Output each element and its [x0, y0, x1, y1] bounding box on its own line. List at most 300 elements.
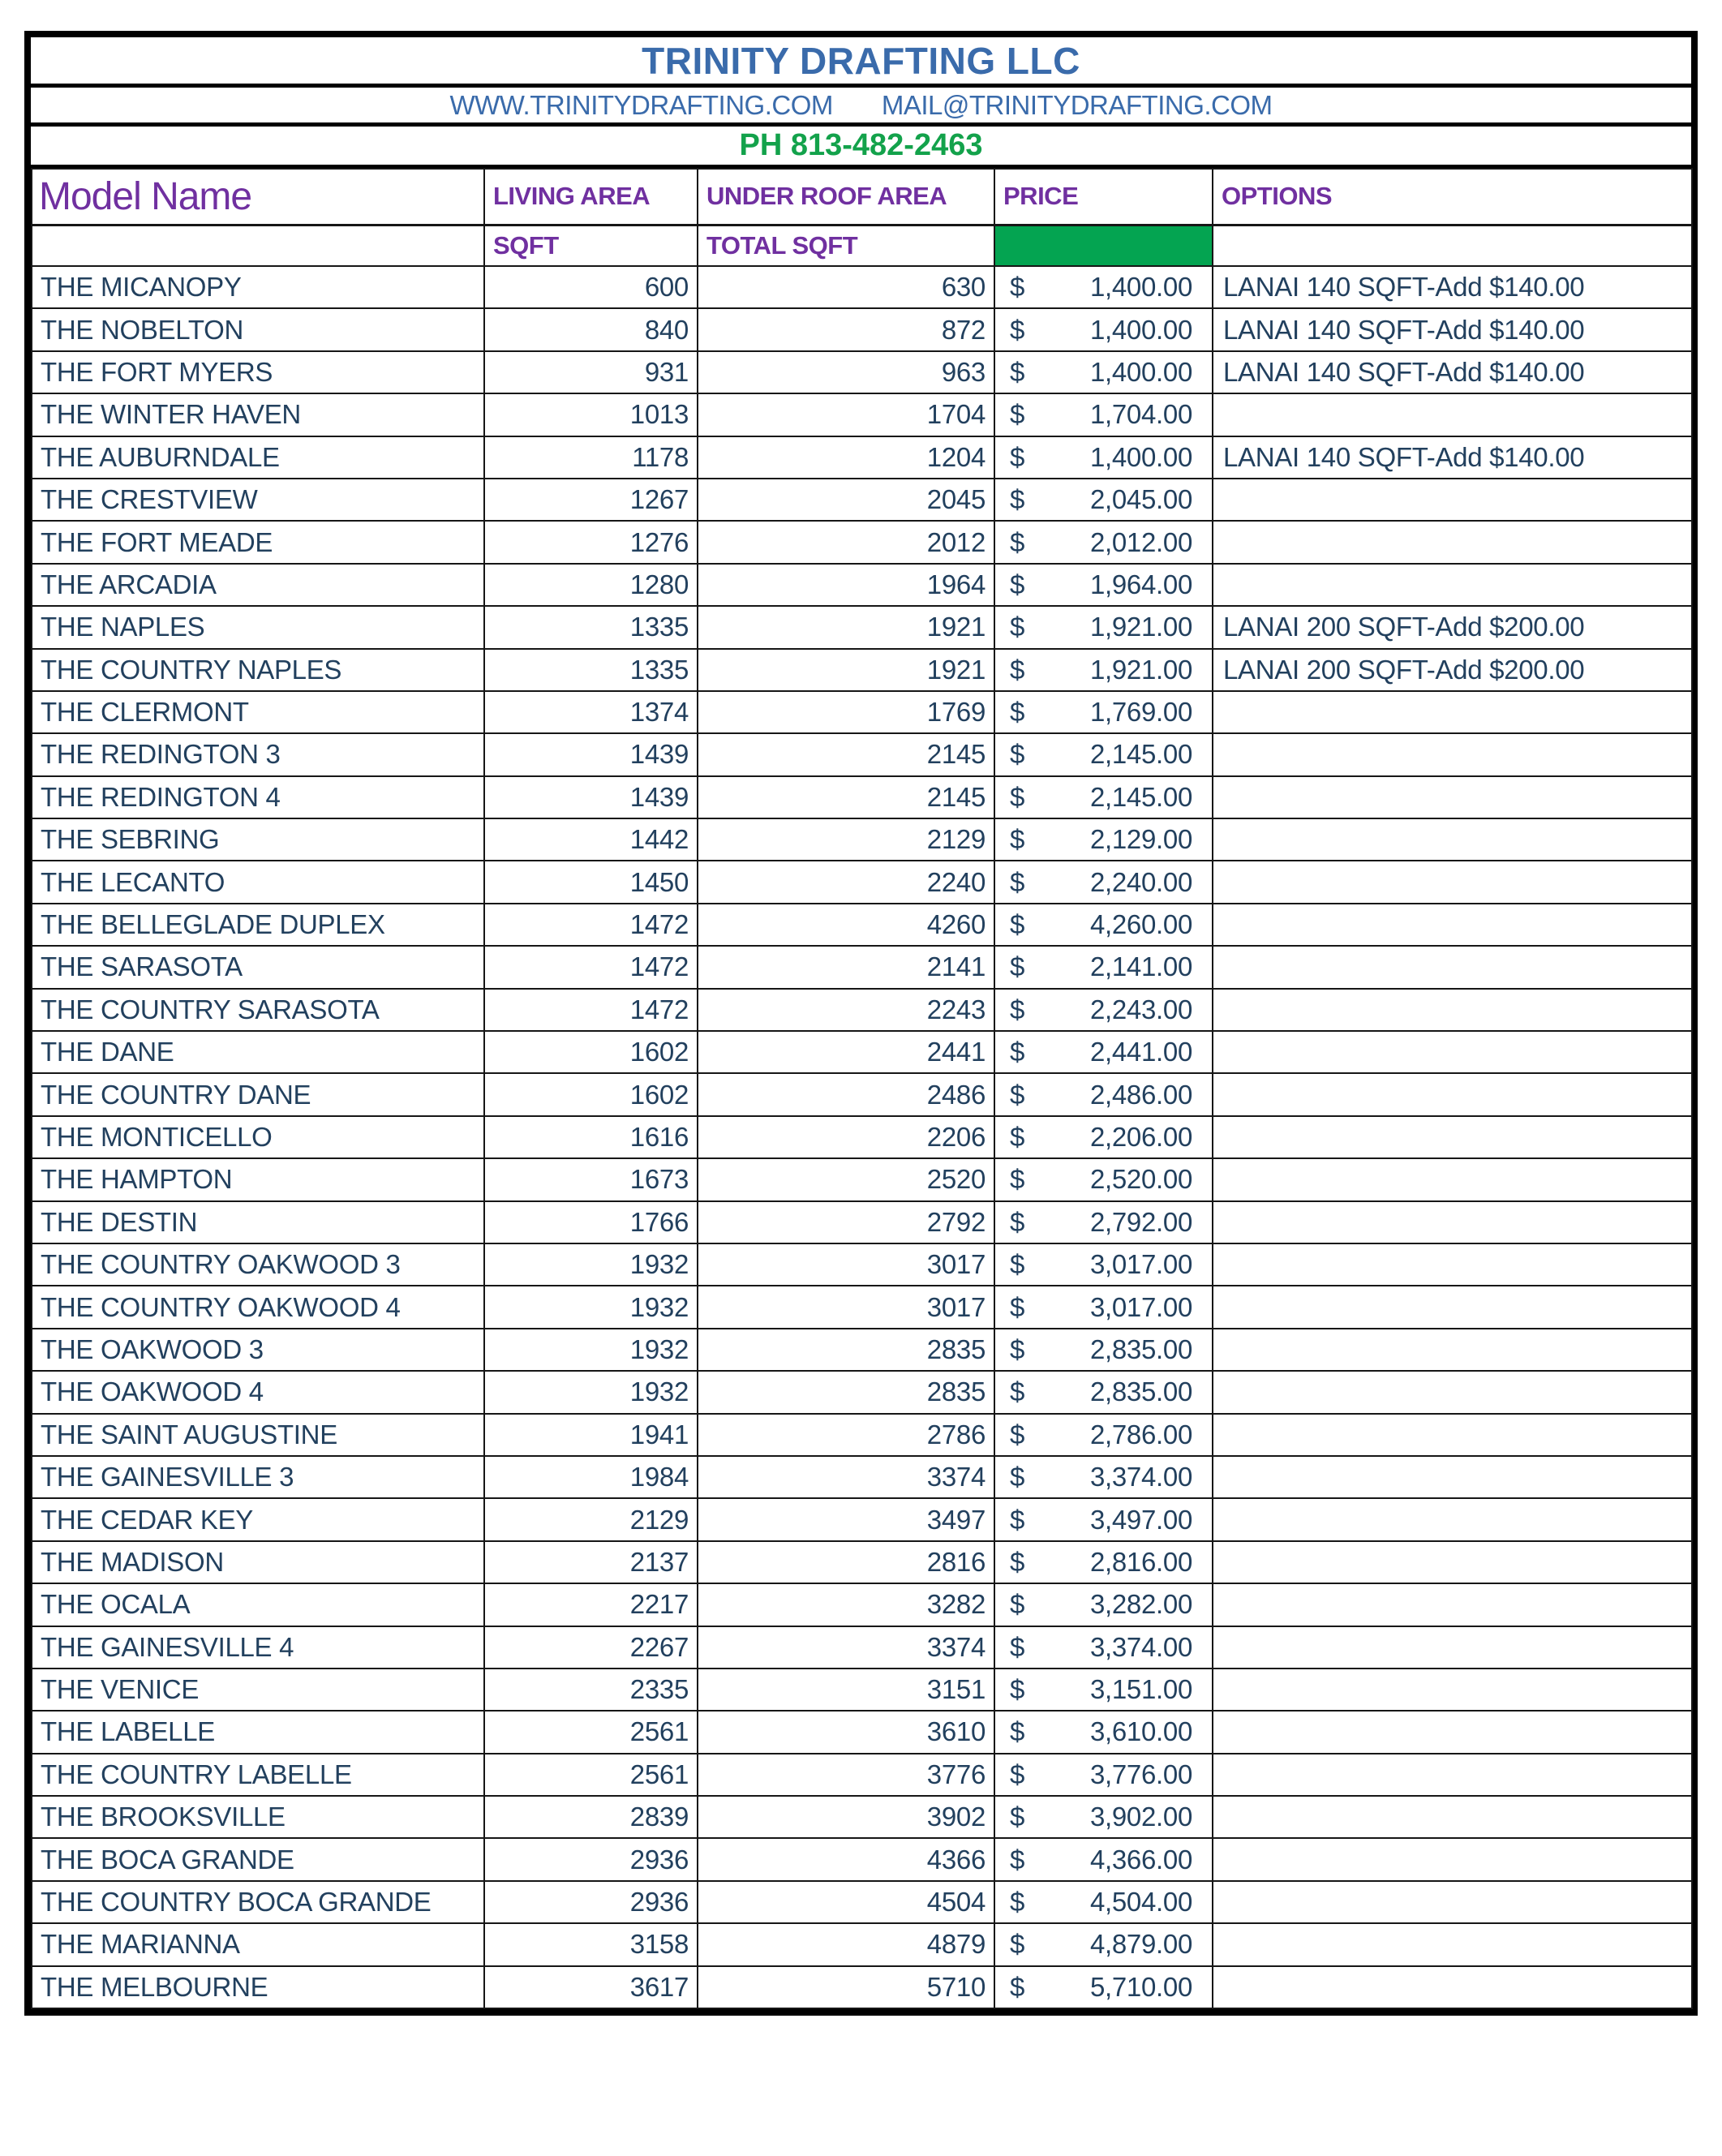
model-cell: THE OCALA — [32, 1583, 484, 1626]
living-area-cell: 1439 — [484, 733, 698, 775]
living-area-cell: 1602 — [484, 1031, 698, 1073]
model-cell: THE FORT MEADE — [32, 521, 484, 563]
living-area-cell: 1267 — [484, 479, 698, 521]
contact-row — [31, 88, 1691, 127]
price-value: 2,441.00 — [1089, 1037, 1192, 1067]
living-area-cell: 2936 — [484, 1881, 698, 1923]
price-flex — [1010, 612, 1192, 642]
model-units-cell — [32, 225, 484, 266]
price-flex — [1010, 569, 1192, 600]
price-sheet — [24, 31, 1698, 2016]
price-flex — [1010, 951, 1192, 982]
price-cell — [994, 1414, 1213, 1456]
price-cell — [994, 1754, 1213, 1796]
table-row — [32, 351, 1692, 393]
model-cell: THE AUBURNDALE — [32, 436, 484, 479]
living-area-units-cell — [484, 225, 698, 266]
model-cell: THE MONTICELLO — [32, 1116, 484, 1158]
currency-symbol: $ — [1010, 399, 1025, 430]
under-roof-cell: 2835 — [698, 1329, 994, 1371]
price-flex — [1010, 1887, 1192, 1918]
price-cell — [994, 1881, 1213, 1923]
model-cell: THE DESTIN — [32, 1201, 484, 1243]
living-area-cell: 1442 — [484, 818, 698, 861]
table-row — [32, 1966, 1692, 2008]
under-roof-cell: 4879 — [698, 1923, 994, 1965]
price-flex — [1010, 697, 1192, 728]
options-cell — [1213, 733, 1692, 775]
model-cell: THE MARIANNA — [32, 1923, 484, 1965]
model-cell: THE SAINT AUGUSTINE — [32, 1414, 484, 1456]
price-value: 3,017.00 — [1089, 1291, 1192, 1322]
currency-symbol: $ — [1010, 1122, 1025, 1152]
options-cell: LANAI 140 SQFT-Add $140.00 — [1213, 351, 1692, 393]
options-cell — [1213, 1498, 1692, 1540]
currency-symbol: $ — [1010, 1037, 1025, 1067]
model-cell: THE COUNTRY SARASOTA — [32, 989, 484, 1031]
options-cell — [1213, 1456, 1692, 1498]
currency-symbol: $ — [1010, 272, 1025, 303]
model-cell: THE VENICE — [32, 1669, 484, 1711]
currency-symbol: $ — [1010, 866, 1025, 897]
price-flex — [1010, 867, 1192, 898]
living-area-cell: 1439 — [484, 776, 698, 818]
living-area-cell: 600 — [484, 266, 698, 308]
model-cell: THE COUNTRY BOCA GRANDE — [32, 1881, 484, 1923]
price-value: 3,497.00 — [1089, 1504, 1192, 1535]
options-cell — [1213, 861, 1692, 903]
living-area-cell: 1941 — [484, 1414, 698, 1456]
options-cell — [1213, 564, 1692, 606]
price-value: 1,964.00 — [1089, 569, 1192, 599]
options-cell — [1213, 1243, 1692, 1286]
price-cell — [994, 1923, 1213, 1965]
model-cell: THE SEBRING — [32, 818, 484, 861]
model-cell: THE MELBOURNE — [32, 1966, 484, 2008]
living-area-cell: 1450 — [484, 861, 698, 903]
model-cell: THE FORT MYERS — [32, 351, 484, 393]
options-cell — [1213, 1158, 1692, 1200]
living-area-cell: 931 — [484, 351, 698, 393]
model-cell: THE COUNTRY OAKWOOD 3 — [32, 1243, 484, 1286]
options-cell: LANAI 140 SQFT-Add $140.00 — [1213, 308, 1692, 350]
model-cell: THE BROOKSVILLE — [32, 1796, 484, 1838]
under-roof-cell: 3374 — [698, 1456, 994, 1498]
price-value: 3,902.00 — [1089, 1802, 1192, 1832]
price-value: 2,786.00 — [1089, 1419, 1192, 1450]
price-flex — [1010, 272, 1192, 303]
under-roof-cell: 2520 — [698, 1158, 994, 1200]
price-flex — [1010, 1122, 1192, 1153]
options-cell — [1213, 1286, 1692, 1328]
price-value: 1,921.00 — [1089, 654, 1192, 685]
model-cell: THE MADISON — [32, 1541, 484, 1583]
living-area-cell: 1616 — [484, 1116, 698, 1158]
model-cell: THE OAKWOOD 4 — [32, 1371, 484, 1413]
currency-symbol: $ — [1010, 1334, 1025, 1364]
price-value: 2,012.00 — [1089, 526, 1192, 557]
currency-symbol: $ — [1010, 654, 1025, 685]
table-row — [32, 1541, 1692, 1583]
options-cell — [1213, 1711, 1692, 1753]
price-cell — [994, 776, 1213, 818]
model-cell: THE WINTER HAVEN — [32, 393, 484, 436]
model-cell: THE HAMPTON — [32, 1158, 484, 1200]
currency-symbol: $ — [1010, 1716, 1025, 1747]
options-cell — [1213, 1669, 1692, 1711]
living-area-cell: 1280 — [484, 564, 698, 606]
options-cell — [1213, 1796, 1692, 1838]
model-cell: THE COUNTRY OAKWOOD 4 — [32, 1286, 484, 1328]
column-header-model — [32, 169, 484, 225]
currency-symbol: $ — [1010, 314, 1025, 345]
price-flex — [1010, 1462, 1192, 1492]
price-cell — [994, 1796, 1213, 1838]
model-cell: THE NOBELTON — [32, 308, 484, 350]
table-row — [32, 393, 1692, 436]
table-row — [32, 266, 1692, 308]
price-flex — [1010, 484, 1192, 515]
model-cell: THE BOCA GRANDE — [32, 1838, 484, 1880]
price-flex — [1010, 1419, 1192, 1450]
table-row — [32, 1201, 1692, 1243]
price-flex — [1010, 1929, 1192, 1960]
header-row-units — [32, 225, 1692, 266]
living-area-cell: 2561 — [484, 1754, 698, 1796]
model-cell: THE COUNTRY DANE — [32, 1073, 484, 1115]
currency-symbol: $ — [1010, 441, 1025, 472]
under-roof-cell: 2206 — [698, 1116, 994, 1158]
price-cell — [994, 733, 1213, 775]
currency-symbol: $ — [1010, 1462, 1025, 1492]
price-flex — [1010, 1972, 1192, 2003]
table-row — [32, 1711, 1692, 1753]
living-area-cell: 1673 — [484, 1158, 698, 1200]
price-value: 1,704.00 — [1089, 399, 1192, 430]
currency-symbol: $ — [1010, 569, 1025, 599]
price-cell — [994, 1158, 1213, 1200]
table-row — [32, 1414, 1692, 1456]
table-body — [32, 266, 1692, 2008]
price-cell — [994, 266, 1213, 308]
email-text: MAIL@TRINITYDRAFTING.COM — [881, 89, 1273, 120]
options-cell — [1213, 1583, 1692, 1626]
under-roof-cell: 3610 — [698, 1711, 994, 1753]
price-value: 2,206.00 — [1089, 1122, 1192, 1152]
under-roof-cell: 630 — [698, 266, 994, 308]
currency-symbol: $ — [1010, 1376, 1025, 1407]
living-area-cell: 1013 — [484, 393, 698, 436]
price-cell — [994, 1626, 1213, 1669]
living-area-cell: 1374 — [484, 691, 698, 733]
table-row — [32, 1796, 1692, 1838]
under-roof-cell: 3902 — [698, 1796, 994, 1838]
under-roof-cell: 2045 — [698, 479, 994, 521]
model-cell: THE ARCADIA — [32, 564, 484, 606]
table-row — [32, 564, 1692, 606]
price-value: 1,400.00 — [1089, 314, 1192, 345]
living-area-cell: 1602 — [484, 1073, 698, 1115]
price-value: 3,151.00 — [1089, 1674, 1192, 1705]
price-cell — [994, 1669, 1213, 1711]
options-cell — [1213, 1073, 1692, 1115]
table-row — [32, 1838, 1692, 1880]
table-header — [32, 169, 1692, 266]
living-area-cell: 1766 — [484, 1201, 698, 1243]
options-cell — [1213, 1754, 1692, 1796]
currency-symbol: $ — [1010, 356, 1025, 387]
options-cell — [1213, 393, 1692, 436]
price-cell — [994, 1541, 1213, 1583]
currency-symbol: $ — [1010, 739, 1025, 770]
model-cell: THE COUNTRY LABELLE — [32, 1754, 484, 1796]
price-flex — [1010, 1505, 1192, 1535]
currency-symbol: $ — [1010, 612, 1025, 642]
price-value: 3,017.00 — [1089, 1249, 1192, 1280]
price-cell — [994, 1073, 1213, 1115]
price-cell — [994, 1116, 1213, 1158]
under-roof-cell: 2243 — [698, 989, 994, 1031]
living-area-cell: 2137 — [484, 1541, 698, 1583]
currency-symbol: $ — [1010, 951, 1025, 982]
price-cell — [994, 479, 1213, 521]
under-roof-cell: 2240 — [698, 861, 994, 903]
living-area-cell: 1932 — [484, 1286, 698, 1328]
model-cell: THE NAPLES — [32, 606, 484, 648]
price-cell — [994, 989, 1213, 1031]
living-area-cell: 2936 — [484, 1838, 698, 1880]
currency-symbol: $ — [1010, 1164, 1025, 1195]
price-flex — [1010, 994, 1192, 1025]
price-flex — [1010, 1802, 1192, 1832]
price-cell — [994, 946, 1213, 988]
model-cell: THE DANE — [32, 1031, 484, 1073]
price-value: 2,129.00 — [1089, 824, 1192, 855]
price-flex — [1010, 1632, 1192, 1663]
price-value: 2,835.00 — [1089, 1334, 1192, 1364]
model-cell: THE LECANTO — [32, 861, 484, 903]
price-cell — [994, 649, 1213, 691]
table-row — [32, 691, 1692, 733]
living-area-cell: 1932 — [484, 1243, 698, 1286]
price-value: 2,520.00 — [1089, 1164, 1192, 1195]
currency-symbol: $ — [1010, 1887, 1025, 1918]
price-cell — [994, 818, 1213, 861]
under-roof-cell: 4260 — [698, 904, 994, 946]
under-roof-cell: 963 — [698, 351, 994, 393]
price-flex — [1010, 399, 1192, 430]
price-green-cell — [994, 225, 1213, 266]
living-area-cell: 1178 — [484, 436, 698, 479]
table-row — [32, 776, 1692, 818]
currency-symbol: $ — [1010, 781, 1025, 812]
living-area-cell: 2267 — [484, 1626, 698, 1669]
price-value: 2,792.00 — [1089, 1206, 1192, 1237]
model-cell: THE REDINGTON 4 — [32, 776, 484, 818]
under-roof-cell: 1204 — [698, 436, 994, 479]
currency-symbol: $ — [1010, 1971, 1025, 2002]
under-roof-cell: 3017 — [698, 1286, 994, 1328]
table-row — [32, 521, 1692, 563]
price-flex — [1010, 1759, 1192, 1790]
model-cell: THE COUNTRY NAPLES — [32, 649, 484, 691]
table-row — [32, 1626, 1692, 1669]
price-value: 5,710.00 — [1089, 1971, 1192, 2002]
price-value: 2,243.00 — [1089, 994, 1192, 1024]
under-roof-cell: 3776 — [698, 1754, 994, 1796]
model-cell: THE OAKWOOD 3 — [32, 1329, 484, 1371]
price-cell — [994, 606, 1213, 648]
table-row — [32, 1073, 1692, 1115]
price-flex — [1010, 315, 1192, 346]
under-roof-cell: 2486 — [698, 1073, 994, 1115]
model-cell: THE CLERMONT — [32, 691, 484, 733]
under-roof-cell: 3497 — [698, 1498, 994, 1540]
table-row — [32, 1158, 1692, 1200]
living-area-cell: 1335 — [484, 649, 698, 691]
price-cell — [994, 1329, 1213, 1371]
under-roof-cell: 1964 — [698, 564, 994, 606]
options-cell — [1213, 1881, 1692, 1923]
price-value: 1,400.00 — [1089, 272, 1192, 303]
model-cell: THE REDINGTON 3 — [32, 733, 484, 775]
price-value: 2,045.00 — [1089, 484, 1192, 515]
table-row — [32, 1456, 1692, 1498]
price-cell — [994, 521, 1213, 563]
under-roof-cell: 2441 — [698, 1031, 994, 1073]
under-roof-units-cell — [698, 225, 994, 266]
living-area-cell: 2335 — [484, 1669, 698, 1711]
table-row — [32, 989, 1692, 1031]
options-units-cell — [1213, 225, 1692, 266]
price-flex — [1010, 1589, 1192, 1620]
options-cell: LANAI 140 SQFT-Add $140.00 — [1213, 436, 1692, 479]
options-cell — [1213, 1371, 1692, 1413]
options-cell: LANAI 200 SQFT-Add $200.00 — [1213, 606, 1692, 648]
options-cell — [1213, 989, 1692, 1031]
under-roof-cell: 4366 — [698, 1838, 994, 1880]
table-row — [32, 1923, 1692, 1965]
price-cell — [994, 1838, 1213, 1880]
table-row — [32, 904, 1692, 946]
currency-symbol: $ — [1010, 1419, 1025, 1450]
price-value: 1,400.00 — [1089, 441, 1192, 472]
living-area-cell: 2129 — [484, 1498, 698, 1540]
options-cell: LANAI 200 SQFT-Add $200.00 — [1213, 649, 1692, 691]
under-roof-cell: 3374 — [698, 1626, 994, 1669]
options-cell — [1213, 521, 1692, 563]
living-area-units-label: SQFT — [493, 230, 559, 260]
price-cell — [994, 308, 1213, 350]
price-flex — [1010, 1207, 1192, 1238]
currency-symbol: $ — [1010, 526, 1025, 557]
living-area-cell: 1335 — [484, 606, 698, 648]
price-flex — [1010, 1292, 1192, 1323]
price-cell — [994, 1456, 1213, 1498]
price-value: 3,282.00 — [1089, 1589, 1192, 1620]
living-area-cell: 2217 — [484, 1583, 698, 1626]
table-row — [32, 733, 1692, 775]
currency-symbol: $ — [1010, 1929, 1025, 1960]
price-value: 3,374.00 — [1089, 1631, 1192, 1662]
price-value: 1,769.00 — [1089, 697, 1192, 728]
living-area-cell: 1276 — [484, 521, 698, 563]
currency-symbol: $ — [1010, 1759, 1025, 1789]
column-header-under-roof-label: UNDER ROOF AREA — [706, 182, 947, 211]
currency-symbol: $ — [1010, 1844, 1025, 1875]
under-roof-units-label: TOTAL SQFT — [706, 230, 858, 260]
currency-symbol: $ — [1010, 1674, 1025, 1705]
table-row — [32, 1329, 1692, 1371]
currency-symbol: $ — [1010, 824, 1025, 855]
price-cell — [994, 351, 1213, 393]
currency-symbol: $ — [1010, 1079, 1025, 1110]
price-value: 3,374.00 — [1089, 1462, 1192, 1492]
under-roof-cell: 2835 — [698, 1371, 994, 1413]
options-cell — [1213, 1923, 1692, 1965]
price-value: 2,141.00 — [1089, 951, 1192, 982]
price-flex — [1010, 782, 1192, 813]
price-cell — [994, 1711, 1213, 1753]
under-roof-cell: 3017 — [698, 1243, 994, 1286]
table-row — [32, 1754, 1692, 1796]
price-value: 3,610.00 — [1089, 1716, 1192, 1747]
price-value: 4,879.00 — [1089, 1929, 1192, 1960]
column-header-model-label: Model Name — [39, 174, 252, 218]
under-roof-cell: 1704 — [698, 393, 994, 436]
table-row — [32, 1116, 1692, 1158]
under-roof-cell: 2145 — [698, 776, 994, 818]
price-value: 2,486.00 — [1089, 1079, 1192, 1110]
table-row — [32, 1881, 1692, 1923]
price-flex — [1010, 1376, 1192, 1407]
table-row — [32, 606, 1692, 648]
price-flex — [1010, 1845, 1192, 1875]
price-flex — [1010, 527, 1192, 558]
living-area-cell: 3158 — [484, 1923, 698, 1965]
living-area-cell: 840 — [484, 308, 698, 350]
table-row — [32, 1498, 1692, 1540]
column-header-living-area-label: LIVING AREA — [493, 182, 651, 211]
price-cell — [994, 1031, 1213, 1073]
currency-symbol: $ — [1010, 1631, 1025, 1662]
currency-symbol: $ — [1010, 1291, 1025, 1322]
price-cell — [994, 393, 1213, 436]
price-cell — [994, 1243, 1213, 1286]
price-cell — [994, 436, 1213, 479]
price-cell — [994, 1371, 1213, 1413]
under-roof-cell: 4504 — [698, 1881, 994, 1923]
currency-symbol: $ — [1010, 697, 1025, 728]
currency-symbol: $ — [1010, 1206, 1025, 1237]
price-value: 2,835.00 — [1089, 1376, 1192, 1407]
under-roof-cell: 2145 — [698, 733, 994, 775]
column-header-living-area — [484, 169, 698, 225]
price-flex — [1010, 1080, 1192, 1110]
company-title: TRINITY DRAFTING LLC — [642, 39, 1080, 82]
price-flex — [1010, 1674, 1192, 1705]
price-value: 3,776.00 — [1089, 1759, 1192, 1789]
column-header-price — [994, 169, 1213, 225]
living-area-cell: 2561 — [484, 1711, 698, 1753]
price-flex — [1010, 1547, 1192, 1578]
under-roof-cell: 2816 — [698, 1541, 994, 1583]
phone-row — [31, 127, 1691, 168]
living-area-cell: 1932 — [484, 1371, 698, 1413]
price-value: 4,260.00 — [1089, 909, 1192, 940]
currency-symbol: $ — [1010, 909, 1025, 940]
model-cell: THE MICANOPY — [32, 266, 484, 308]
